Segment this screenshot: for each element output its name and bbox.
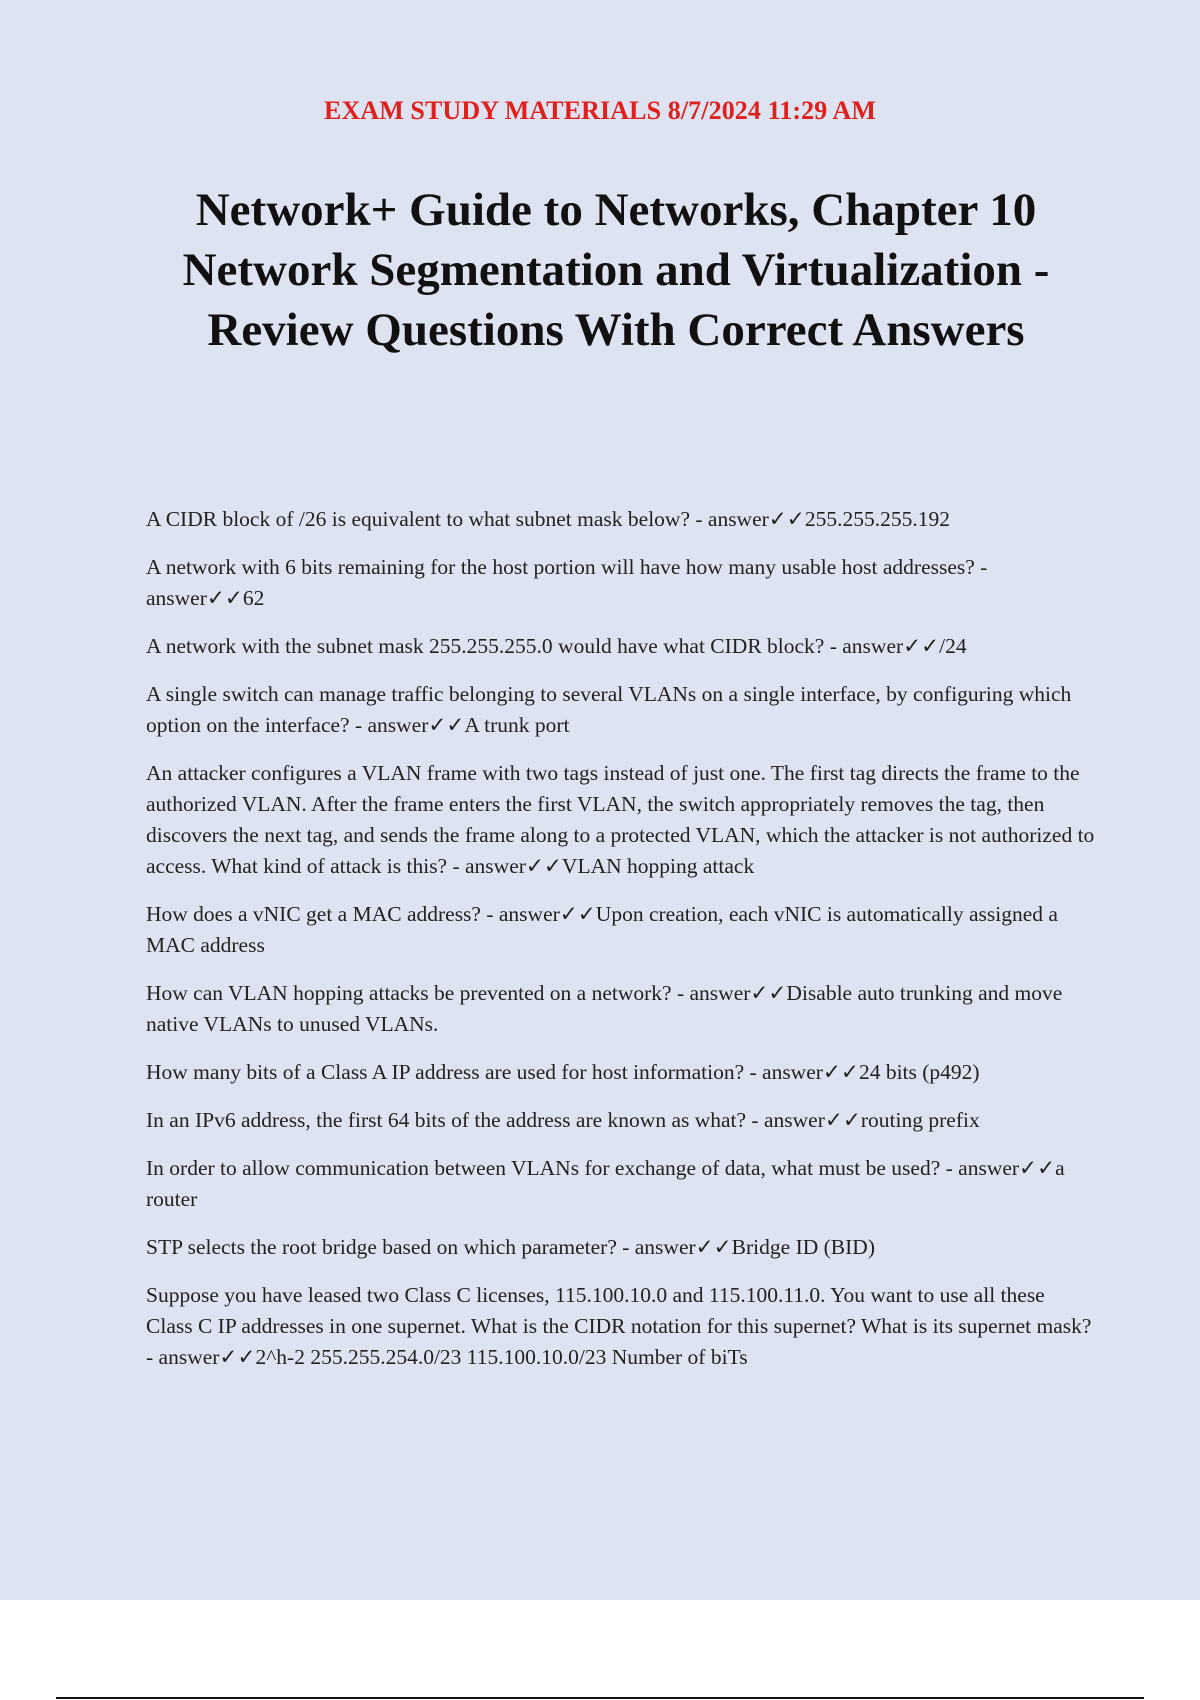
qa-item: How many bits of a Class A IP address are used for host information? - answer✓✓24 bits (p492) bbox=[146, 1060, 980, 1084]
page-divider bbox=[56, 1697, 1144, 1699]
qa-item: A single switch can manage traffic belonging to several VLANs on a single interface, by configuring which option on the interface? - answer✓✓A trunk port bbox=[146, 682, 1072, 737]
title-line-2: Network Segmentation and Virtualization - bbox=[182, 244, 1050, 296]
qa-item: How does a vNIC get a MAC address? - answer✓✓Upon creation, each vNIC is automatically assigned a MAC address bbox=[146, 902, 1058, 957]
qa-item: A network with the subnet mask 255.255.255.0 would have what CIDR block? - answer✓✓/24 bbox=[146, 634, 967, 658]
qa-item: STP selects the root bridge based on which parameter? - answer✓✓Bridge ID (BID) bbox=[146, 1235, 875, 1259]
qa-list bbox=[146, 504, 1096, 1390]
qa-item: An attacker configures a VLAN frame with two tags instead of just one. The first tag directs the frame to the authorized VLAN. After the frame enters the first VLAN, the switch appropriately removes the tag, then discovers the next tag, and sends the frame along to a protected VLAN, which the attacker is not authorized to access. What kind of attack is this? - answer✓✓VLAN hopping attack bbox=[146, 761, 1095, 878]
title-line-3: Review Questions With Correct Answers bbox=[207, 304, 1025, 356]
title-line-1: Network+ Guide to Networks, Chapter 10 bbox=[195, 184, 1037, 236]
exam-header: EXAM STUDY MATERIALS 8/7/2024 11:29 AM bbox=[324, 96, 876, 125]
qa-item: A network with 6 bits remaining for the host portion will have how many usable host addresses? - answer✓✓62 bbox=[146, 555, 988, 610]
qa-item: In order to allow communication between VLANs for exchange of data, what must be used? - answer✓✓a router bbox=[146, 1156, 1065, 1211]
page-title bbox=[80, 180, 1152, 360]
qa-item: A CIDR block of /26 is equivalent to what subnet mask below? - answer✓✓255.255.255.192 bbox=[146, 507, 950, 531]
qa-item: Suppose you have leased two Class C licenses, 115.100.10.0 and 115.100.11.0. You want to use all these Class C IP addresses in one supernet. What is the CIDR notation for this supernet? What is its supernet mask? - answer✓✓2^h-2 255.255.254.0/23 115.100.10.0/23 Number of biTs bbox=[146, 1283, 1092, 1369]
qa-item: How can VLAN hopping attacks be prevented on a network? - answer✓✓Disable auto trunking and move native VLANs to unused VLANs. bbox=[146, 981, 1063, 1036]
qa-item: In an IPv6 address, the first 64 bits of the address are known as what? - answer✓✓routing prefix bbox=[146, 1108, 980, 1132]
